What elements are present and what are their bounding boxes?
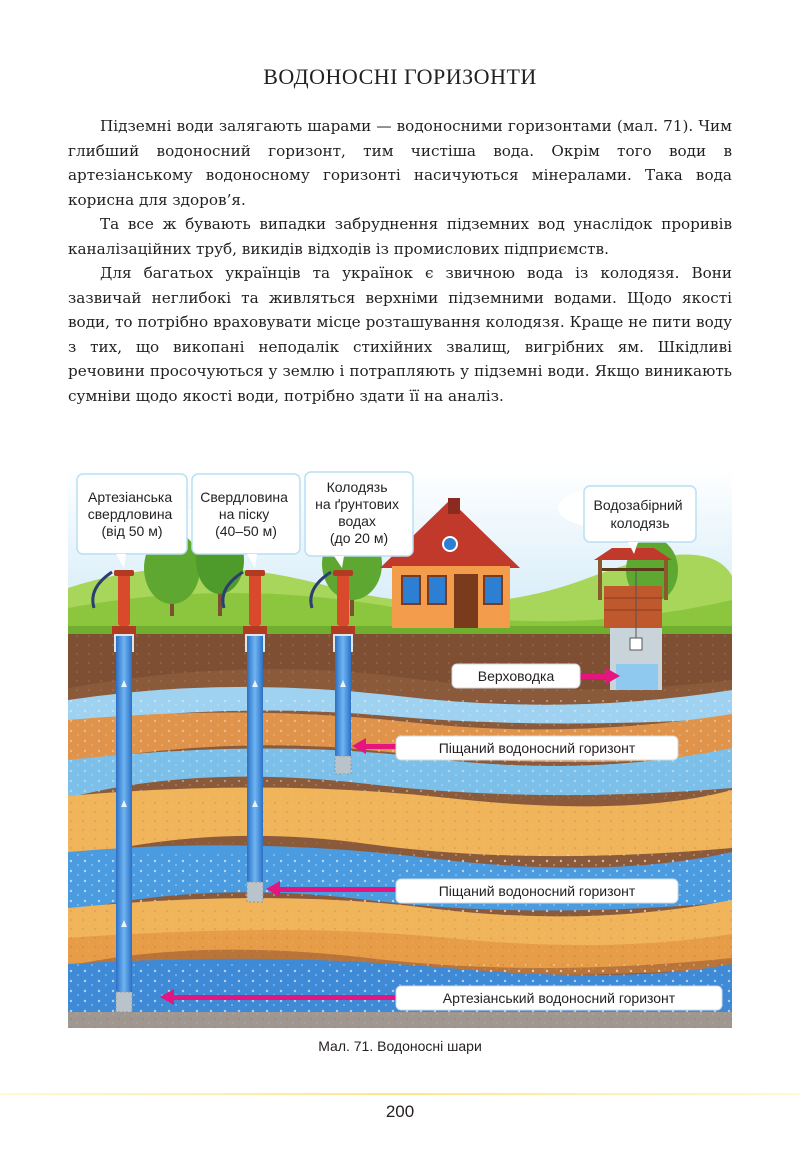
callout-ground-line-4: (до 20 м) <box>329 530 389 546</box>
label-perched-water <box>452 664 580 688</box>
svg-text:Піщаний водоносний горизонт: Піщаний водоносний горизонт <box>438 883 636 899</box>
page-title: ВОДОНОСНІ ГОРИЗОНТИ <box>263 64 537 89</box>
callout-artesian-well <box>77 474 187 568</box>
callout-artesian-line-1: Артезіанська <box>88 489 173 505</box>
svg-text:Артезіанський водоносний гориз: Артезіанський водоносний горизонт <box>442 990 676 1006</box>
aquifer-illustration <box>68 468 732 1028</box>
callout-ground-well <box>305 472 413 568</box>
label-sand-aquifer-lower <box>396 879 678 903</box>
soil-layers <box>68 634 732 1028</box>
callout-sand-line-3: (40–50 м) <box>215 523 277 539</box>
label-artesian-aquifer <box>396 986 722 1010</box>
svg-text:Верховодка: Верховодка <box>477 668 555 684</box>
callout-sand-well <box>192 474 300 568</box>
paragraph-2: Та все ж бувають випадки забруднення підземних вод унаслідок проривів каналізаційних труб, викидів відходів із промислових підприємств. <box>68 215 732 258</box>
svg-text:Піщаний водоносний горизонт: Піщаний водоносний горизонт <box>438 740 636 756</box>
footer-divider <box>0 1093 800 1095</box>
callout-ground-line-2: на ґрунтових <box>315 496 399 512</box>
callout-artesian-line-3: (від 50 м) <box>101 523 163 539</box>
figure-caption: Мал. 71. Водоносні шари <box>318 1038 482 1054</box>
callout-ground-line-1: Колодязь <box>326 479 388 495</box>
callout-artesian-line-2: свердловина <box>87 506 173 522</box>
label-sand-aquifer-upper <box>396 736 678 760</box>
callout-intake-line-1: Водозабірний <box>593 497 683 513</box>
callout-ground-line-3: водах <box>338 513 376 529</box>
body-text <box>68 114 732 408</box>
callout-sand-line-2: на піску <box>218 506 270 522</box>
callout-sand-line-1: Свердловина <box>200 489 288 505</box>
paragraph-1: Підземні води залягають шарами — водоносними горизонтами (мал. 71). Чим глибший водоносний горизонт, тим чистіша вода. Окрім того води в артезіанському водоносному горизонті насичуються мінералами. Така вода корисна для здоров’я. <box>68 117 732 209</box>
intake-well-structure <box>594 548 672 628</box>
paragraph-3: Для багатьох українців та українок є звичною вода із колодязя. Вони зазвичай неглибокі та живляться верхніми підземними водами. Щодо якості води, то потрібно враховувати місце розташування колодязя. Краще не пити воду з тих, що викопані неподалік стихійних звалищ, вигрібних ям. Шкідливі речовини просочуються у землю і потрапляють у підземні води. Якщо виникають сумніви щодо якості води, потрібно здати її на аналіз. <box>68 264 732 405</box>
callout-intake-line-2: колодязь <box>610 515 670 531</box>
page-number: 200 <box>385 1102 415 1121</box>
